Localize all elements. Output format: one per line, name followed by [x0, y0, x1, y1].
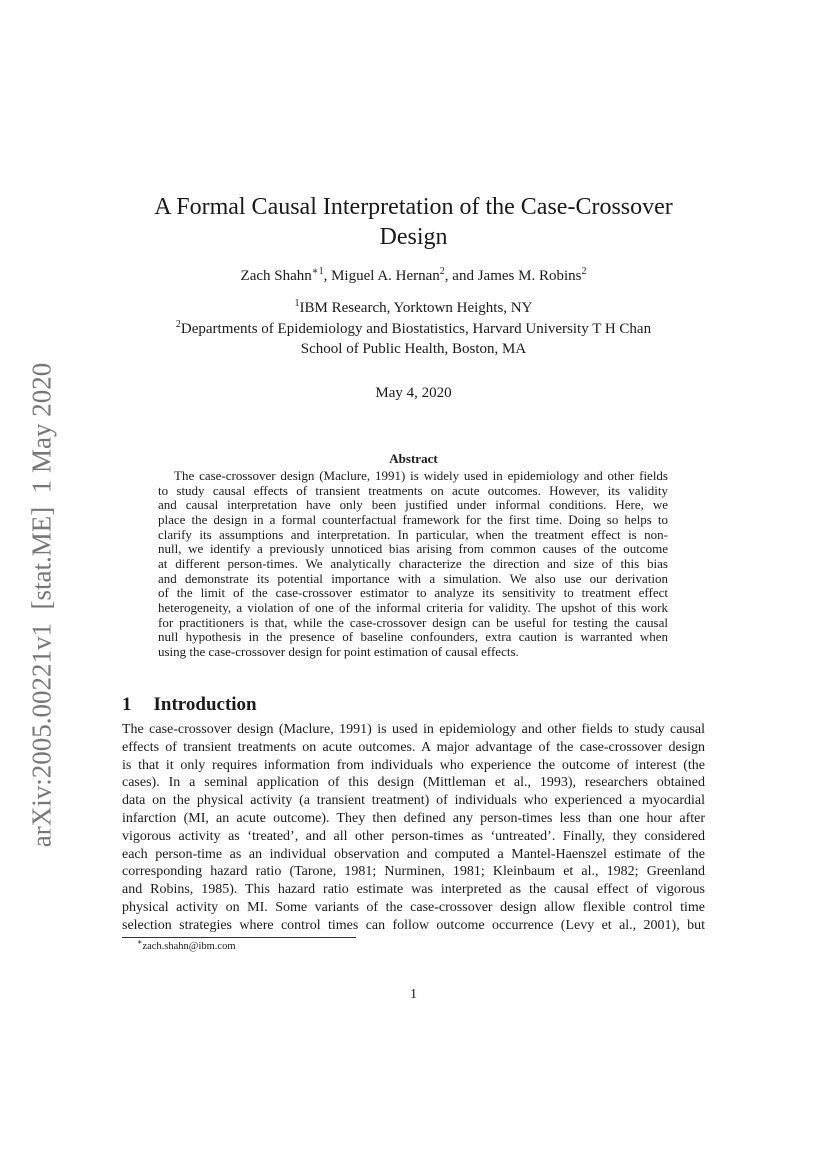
author-sup: 2 — [581, 266, 587, 277]
abstract-line: null hypothesis in the presence of baseline confounders, extra caution is warranted when — [158, 629, 668, 645]
author-name: Zach Shahn — [240, 268, 312, 284]
affiliation: $^2$Departments of Epidemiology and Biostatistics, Harvard University T H Chan — [175, 318, 652, 337]
abstract-line: using the case-crossover design for point estimation of causal effects. — [158, 643, 519, 659]
abstract-line: to study causal effects of transient treatments on acute outcomes. However, its validity — [158, 482, 668, 498]
footnote: ∗zach.shahn@ibm.com — [137, 937, 236, 952]
paragraph-line: data on the physical activity (a transient treatment) of individuals who experienced a myocardial — [122, 793, 705, 809]
arxiv-side-label: arXiv:2005.00221v1 [stat.ME] 1 May 2020 — [26, 362, 57, 848]
paragraph-line: vigorous activity as ‘treated’, and all other person-times as ‘untreated’. Finally, they considered — [122, 828, 705, 844]
paragraph-line: selection strategies where control times can follow outcome occurrence (Levy et al., 2001), but — [122, 917, 705, 933]
author-sup: 2 — [439, 266, 445, 277]
paragraph-line: and Robins, 1985). This hazard ratio estimate was interpreted as the causal effect of vigorous — [122, 882, 705, 898]
section-title: Introduction — [153, 694, 257, 715]
author-list — [0, 268, 827, 285]
abstract-line: null, we identify a previously unnoticed bias arising from common causes of the outcome — [158, 541, 668, 557]
affiliation: School of Public Health, Boston, MA — [300, 341, 527, 357]
title-line-1: A Formal Causal Interpretation of the Case-Crossover — [154, 194, 673, 220]
abstract-line: for practitioners is that, while the case-crossover design can be useful for testing the causal — [158, 614, 668, 630]
page-number: 1 — [410, 987, 417, 1002]
affiliations — [0, 298, 827, 360]
abstract-line: place the design in a formal counterfactual framework for the first time. Doing so helps to — [158, 511, 668, 527]
abstract-line: and demonstrate its potential importance with a simulation. We also use our derivation — [158, 570, 668, 586]
paragraph-line: physical activity on MI. Some variants of the case-crossover design allow flexible control time — [122, 900, 705, 915]
abstract-line: The case-crossover design (Maclure, 1991) is widely used in epidemiology and other fields — [174, 468, 668, 483]
paper-title — [0, 192, 827, 252]
paragraph-line: each person-time as an individual observation and computed a Mantel-Haenszel estimate of the — [122, 846, 705, 862]
author-sup: ∗1 — [311, 266, 324, 277]
abstract-line: clarify its assumptions and interpretation. In particular, when the treatment effect is non- — [158, 526, 668, 542]
abstract-line: heterogeneity, a violation of one of the informal criteria for validity. The upshot of this work — [158, 599, 668, 615]
abstract-line: of the limit of the case-crossover estimator to analyze its sensitivity to treatment effect — [158, 585, 668, 601]
paragraph-line: cases). In a seminal application of this design (Mittleman et al., 1993), researchers obtained — [122, 775, 705, 791]
section-number: 1 — [122, 694, 132, 715]
affiliation: $^1$IBM Research, Yorktown Heights, NY — [294, 298, 533, 316]
author-name: , and James M. Robins — [444, 268, 582, 284]
paragraph-line: corresponding hazard ratio (Tarone, 1981; Nurminen, 1981; Kleinbaum et al., 1982; Greenland — [122, 864, 705, 880]
abstract-line: at different person-times. We analytically characterize the direction and size of this bias — [158, 555, 668, 571]
abstract-heading: Abstract — [389, 451, 438, 466]
footnote-rule — [122, 937, 356, 938]
paragraph-line: effects of transient treatments on acute outcomes. A major advantage of the case-crossover design — [122, 739, 705, 755]
abstract-line: and causal interpretation have only been justified under informal conditions. Here, we — [158, 497, 668, 513]
title-line-2: Design — [379, 224, 448, 250]
footnote-email: zach.shahn@ibm.com — [142, 941, 236, 952]
date: May 4, 2020 — [375, 385, 452, 401]
paragraph-line: The case-crossover design (Maclure, 1991) is used in epidemiology and other fields to study causal — [122, 722, 705, 737]
section-heading — [122, 694, 257, 716]
paragraph-line: infarction (MI, an acute outcome). They then defined any person-times less than one hour after — [122, 811, 705, 826]
author-name: , Miguel A. Hernan — [323, 268, 440, 284]
paragraph-line: is that it only requires information from individuals who experience the outcome of interest (the — [122, 757, 705, 773]
